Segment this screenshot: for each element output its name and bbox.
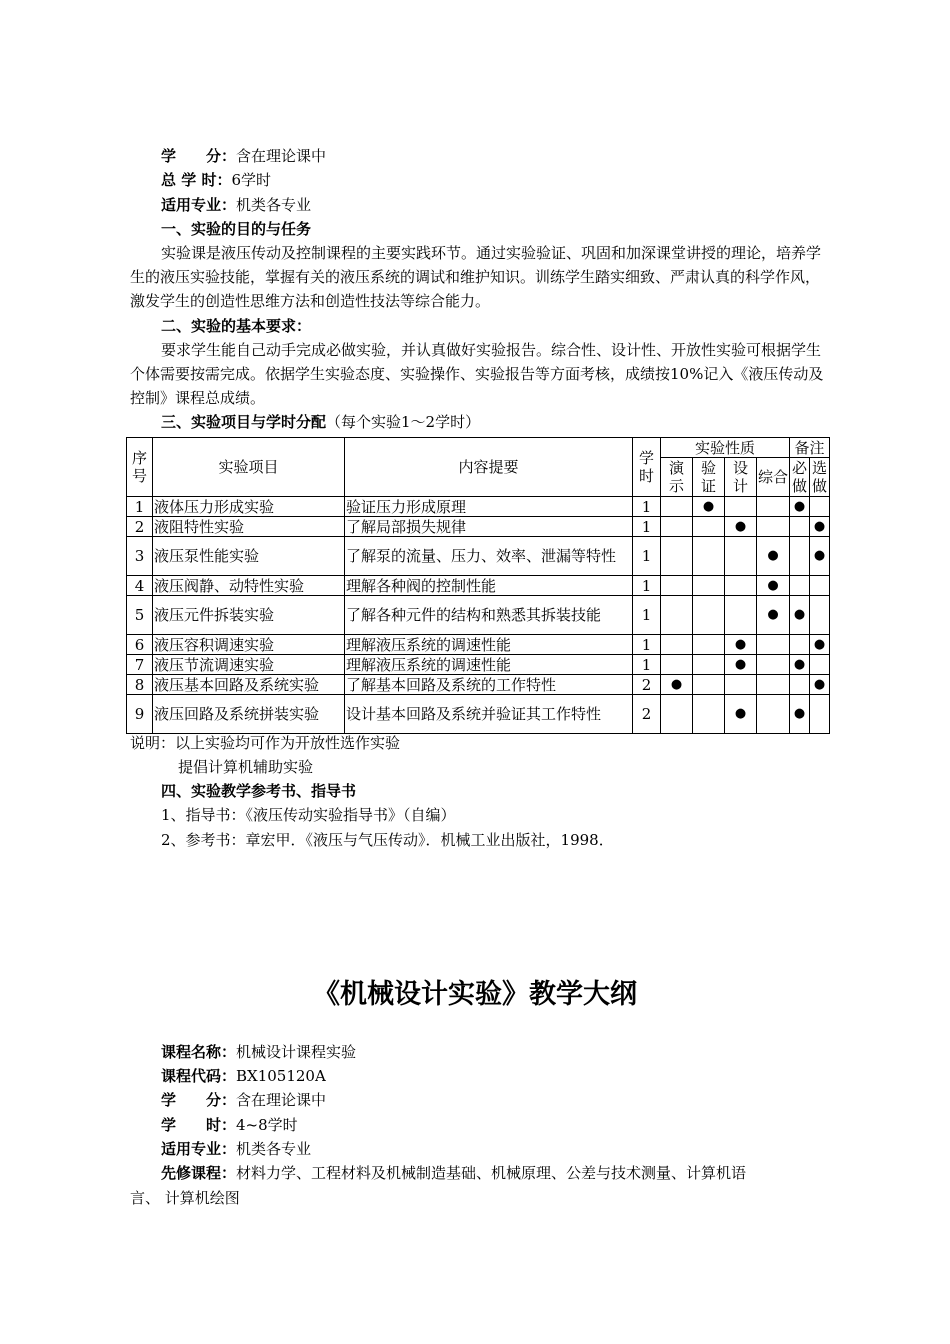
- row-content: 验证压力形成原理: [345, 497, 633, 517]
- course-code-label: 课程代码：: [161, 1067, 237, 1085]
- mark-comprehensive: ●: [757, 537, 790, 576]
- row-content: 理解液压系统的调速性能: [345, 655, 633, 675]
- course-code-value: BX105120A: [236, 1067, 326, 1085]
- header-no: 序号: [127, 438, 153, 497]
- course-hours-label: 学 时：: [161, 1116, 237, 1134]
- credit-label: 学 分：: [161, 147, 237, 165]
- row-no: 2: [127, 517, 153, 537]
- mark-required: ●: [790, 655, 810, 675]
- mark-comprehensive: ●: [757, 596, 790, 635]
- note-line-2: 提倡计算机辅助实验: [178, 758, 314, 776]
- cell-required: [790, 576, 810, 596]
- mark-demo: ●: [661, 675, 693, 695]
- cell-verify: [693, 635, 725, 655]
- header-optional: 选做: [810, 458, 830, 497]
- header-content: 内容提要: [345, 438, 633, 497]
- cell-design: [725, 675, 757, 695]
- cell-comprehensive: [757, 497, 790, 517]
- cell-design: [725, 537, 757, 576]
- mark-comprehensive: ●: [757, 576, 790, 596]
- table-row: [127, 576, 830, 596]
- prerequisite-line-2: 言、 计算机绘图: [130, 1189, 240, 1207]
- course-major-label: 适用专业：: [161, 1140, 237, 1158]
- reference-1: 1、指导书：《液压传动实验指导书》（自编）: [161, 806, 456, 824]
- header-item: 实验项目: [153, 438, 345, 497]
- cell-optional: [810, 596, 830, 635]
- mark-design: ●: [725, 695, 757, 734]
- cell-design: [725, 497, 757, 517]
- cell-demo: [661, 655, 693, 675]
- row-hours: 2: [633, 695, 661, 734]
- section-2-body: 要求学生能自己动手完成必做实验，并认真做好实验报告。综合性、设计性、开放性实验可根据学生个体需要按需完成。依据学生实验态度、实验操作、实验报告等方面考核，成绩按10%记入《液压传动及控制》课程总成绩。: [130, 341, 824, 407]
- header-verify: 验证: [693, 458, 725, 497]
- cell-verify: [693, 537, 725, 576]
- hours-value: 6学时: [231, 171, 271, 189]
- cell-demo: [661, 517, 693, 537]
- row-no: 6: [127, 635, 153, 655]
- cell-verify: [693, 655, 725, 675]
- header-design: 设计: [725, 458, 757, 497]
- mark-verify: ●: [693, 497, 725, 517]
- mark-required: ●: [790, 596, 810, 635]
- row-item: 液压容积调速实验: [153, 635, 345, 655]
- cell-verify: [693, 517, 725, 537]
- major-label: 适用专业：: [161, 196, 237, 214]
- cell-demo: [661, 537, 693, 576]
- header-remark: 备注: [790, 438, 830, 458]
- row-hours: 1: [633, 655, 661, 675]
- mark-design: ●: [725, 635, 757, 655]
- cell-comprehensive: [757, 635, 790, 655]
- row-hours: 1: [633, 596, 661, 635]
- row-no: 9: [127, 695, 153, 734]
- row-hours: 1: [633, 537, 661, 576]
- row-item: 液压节流调速实验: [153, 655, 345, 675]
- row-no: 1: [127, 497, 153, 517]
- cell-verify: [693, 576, 725, 596]
- header-nature: 实验性质: [661, 438, 790, 458]
- cell-comprehensive: [757, 655, 790, 675]
- mark-required: ●: [790, 497, 810, 517]
- cell-comprehensive: [757, 675, 790, 695]
- cell-optional: [810, 497, 830, 517]
- table-header-row: [127, 438, 830, 458]
- header-hours: 学时: [633, 438, 661, 497]
- table-row: [127, 537, 830, 576]
- cell-optional: [810, 695, 830, 734]
- course-major-line: [161, 1137, 828, 1161]
- table-row: [127, 596, 830, 635]
- credit-line: [161, 144, 828, 168]
- table-row: [127, 517, 830, 537]
- row-no: 3: [127, 537, 153, 576]
- row-no: 8: [127, 675, 153, 695]
- section-3-title: 三、实验项目与学时分配: [161, 413, 327, 431]
- row-content: 了解局部损失规律: [345, 517, 633, 537]
- course-name-value: 机械设计课程实验: [236, 1043, 357, 1061]
- cell-verify: [693, 695, 725, 734]
- table-row: [127, 655, 830, 675]
- major-value: 机类各专业: [236, 196, 312, 214]
- section-2-title: 二、实验的基本要求：: [161, 317, 312, 335]
- cell-optional: [810, 655, 830, 675]
- row-hours: 1: [633, 497, 661, 517]
- cell-required: [790, 537, 810, 576]
- header-demo: 演示: [661, 458, 693, 497]
- prerequisite-value-1: 材料力学、工程材料及机械制造基础、机械原理、公差与技术测量、计算机语: [236, 1164, 747, 1182]
- row-item: 液压基本回路及系统实验: [153, 675, 345, 695]
- mark-design: ●: [725, 517, 757, 537]
- cell-optional: [810, 576, 830, 596]
- course-credit-line: [161, 1088, 828, 1112]
- mark-optional: ●: [810, 517, 830, 537]
- cell-required: [790, 635, 810, 655]
- course-major-value: 机类各专业: [236, 1140, 312, 1158]
- hours-label: 总 学 时：: [161, 171, 232, 189]
- mark-optional: ●: [810, 635, 830, 655]
- row-item: 液压回路及系统拼装实验: [153, 695, 345, 734]
- table-row: [127, 497, 830, 517]
- row-content: 了解泵的流量、压力、效率、泄漏等特性: [345, 537, 633, 576]
- prerequisite-label: 先修课程：: [161, 1164, 237, 1182]
- cell-demo: [661, 635, 693, 655]
- course-credit-value: 含在理论课中: [236, 1091, 327, 1109]
- row-item: 液压阀静、动特性实验: [153, 576, 345, 596]
- cell-comprehensive: [757, 517, 790, 537]
- cell-demo: [661, 576, 693, 596]
- hours-line: [161, 168, 828, 192]
- row-content: 设计基本回路及系统并验证其工作特性: [345, 695, 633, 734]
- prerequisite-line-1: [161, 1161, 828, 1185]
- cell-design: [725, 596, 757, 635]
- course-name-line: [161, 1040, 828, 1064]
- row-no: 5: [127, 596, 153, 635]
- section-3-title-line: [161, 410, 828, 434]
- cell-demo: [661, 596, 693, 635]
- cell-verify: [693, 675, 725, 695]
- table-row: [127, 675, 830, 695]
- row-content: 理解各种阀的控制性能: [345, 576, 633, 596]
- cell-comprehensive: [757, 695, 790, 734]
- mark-optional: ●: [810, 675, 830, 695]
- row-item: 液体压力形成实验: [153, 497, 345, 517]
- cell-demo: [661, 695, 693, 734]
- row-item: 液压元件拆装实验: [153, 596, 345, 635]
- cell-demo: [661, 497, 693, 517]
- row-hours: 1: [633, 517, 661, 537]
- row-content: 了解各种元件的结构和熟悉其拆装技能: [345, 596, 633, 635]
- mark-optional: ●: [810, 537, 830, 576]
- section-3-note: （每个实验1～2学时）: [326, 413, 481, 431]
- section-1-title: 一、实验的目的与任务: [161, 220, 312, 238]
- cell-design: [725, 576, 757, 596]
- mark-design: ●: [725, 655, 757, 675]
- course-hours-value: 4~8学时: [236, 1116, 298, 1134]
- row-content: 理解液压系统的调速性能: [345, 635, 633, 655]
- table-row: [127, 695, 830, 734]
- header-comprehensive: 综合: [757, 458, 790, 497]
- row-content: 了解基本回路及系统的工作特性: [345, 675, 633, 695]
- row-hours: 1: [633, 576, 661, 596]
- note-line-1: 说明：以上实验均可作为开放性选作实验: [130, 734, 401, 752]
- cell-verify: [693, 596, 725, 635]
- course-title: 《机械设计实验》教学大纲: [313, 979, 637, 1010]
- mark-required: ●: [790, 695, 810, 734]
- row-hours: 1: [633, 635, 661, 655]
- course-code-line: [161, 1064, 828, 1088]
- section-1-body: 实验课是液压传动及控制课程的主要实践环节。通过实验验证、巩固和加深课堂讲授的理论，培养学生的液压实验技能，掌握有关的液压系统的调试和维护知识。训练学生踏实细致、严肃认真的科学作风，激发学生的创造性思维方法和创造性技法等综合能力。: [130, 244, 822, 310]
- experiment-table: [126, 437, 830, 734]
- course-credit-label: 学 分：: [161, 1091, 237, 1109]
- row-item: 液压泵性能实验: [153, 537, 345, 576]
- row-hours: 2: [633, 675, 661, 695]
- cell-required: [790, 675, 810, 695]
- cell-required: [790, 517, 810, 537]
- major-line: [161, 193, 828, 217]
- row-no: 4: [127, 576, 153, 596]
- row-no: 7: [127, 655, 153, 675]
- section-4-title: 四、实验教学参考书、指导书: [161, 782, 357, 800]
- table-row: [127, 635, 830, 655]
- header-required: 必做: [790, 458, 810, 497]
- course-hours-line: [161, 1113, 828, 1137]
- reference-2: 2、参考书：章宏甲．《液压与气压传动》．机械工业出版社，1998．: [161, 831, 614, 849]
- course-name-label: 课程名称：: [161, 1043, 237, 1061]
- row-item: 液阻特性实验: [153, 517, 345, 537]
- credit-value: 含在理论课中: [236, 147, 327, 165]
